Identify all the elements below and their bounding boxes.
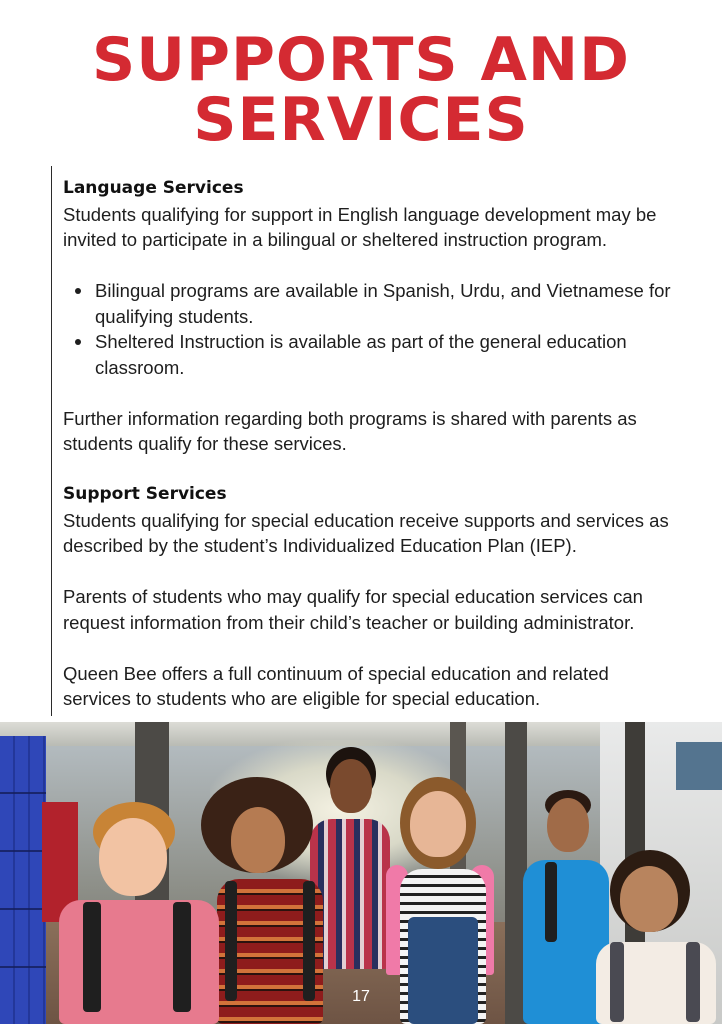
language-services-list <box>63 278 673 380</box>
student <box>360 777 530 1024</box>
student <box>55 802 230 1024</box>
content-body <box>63 176 673 712</box>
page-title <box>0 25 722 155</box>
content-divider <box>51 166 52 716</box>
students-running-photo <box>0 722 722 1024</box>
page-number: 17 <box>352 988 370 1005</box>
page-title-line-2: SERVICES <box>193 85 529 155</box>
list-item: Sheltered Instruction is available as part of the general education classroom. <box>95 329 673 380</box>
language-services-intro: Students qualifying for support in English language development may be invited to participate in a bilingual or sheltered instruction program. <box>63 203 657 250</box>
page-title-line-1: SUPPORTS AND <box>92 25 630 95</box>
list-item: Bilingual programs are available in Spanish, Urdu, and Vietnamese for qualifying students. <box>95 278 673 329</box>
support-services-paragraph-1: Students qualifying for special education receive supports and services as described by the student’s Individualized Education Plan (IEP). <box>63 509 669 556</box>
support-services-paragraph-2: Parents of students who may qualify for special education services can request information from their child’s teacher or building administrator. <box>63 586 643 633</box>
language-services-further: Further information regarding both programs is shared with parents as students qualify for these services. <box>63 407 637 454</box>
support-services-heading: Support Services <box>63 484 227 504</box>
student <box>590 850 722 1024</box>
language-services-heading: Language Services <box>63 178 244 198</box>
support-services-paragraph-3: Queen Bee offers a full continuum of special education and related services to students who are eligible for special education. <box>63 662 609 709</box>
